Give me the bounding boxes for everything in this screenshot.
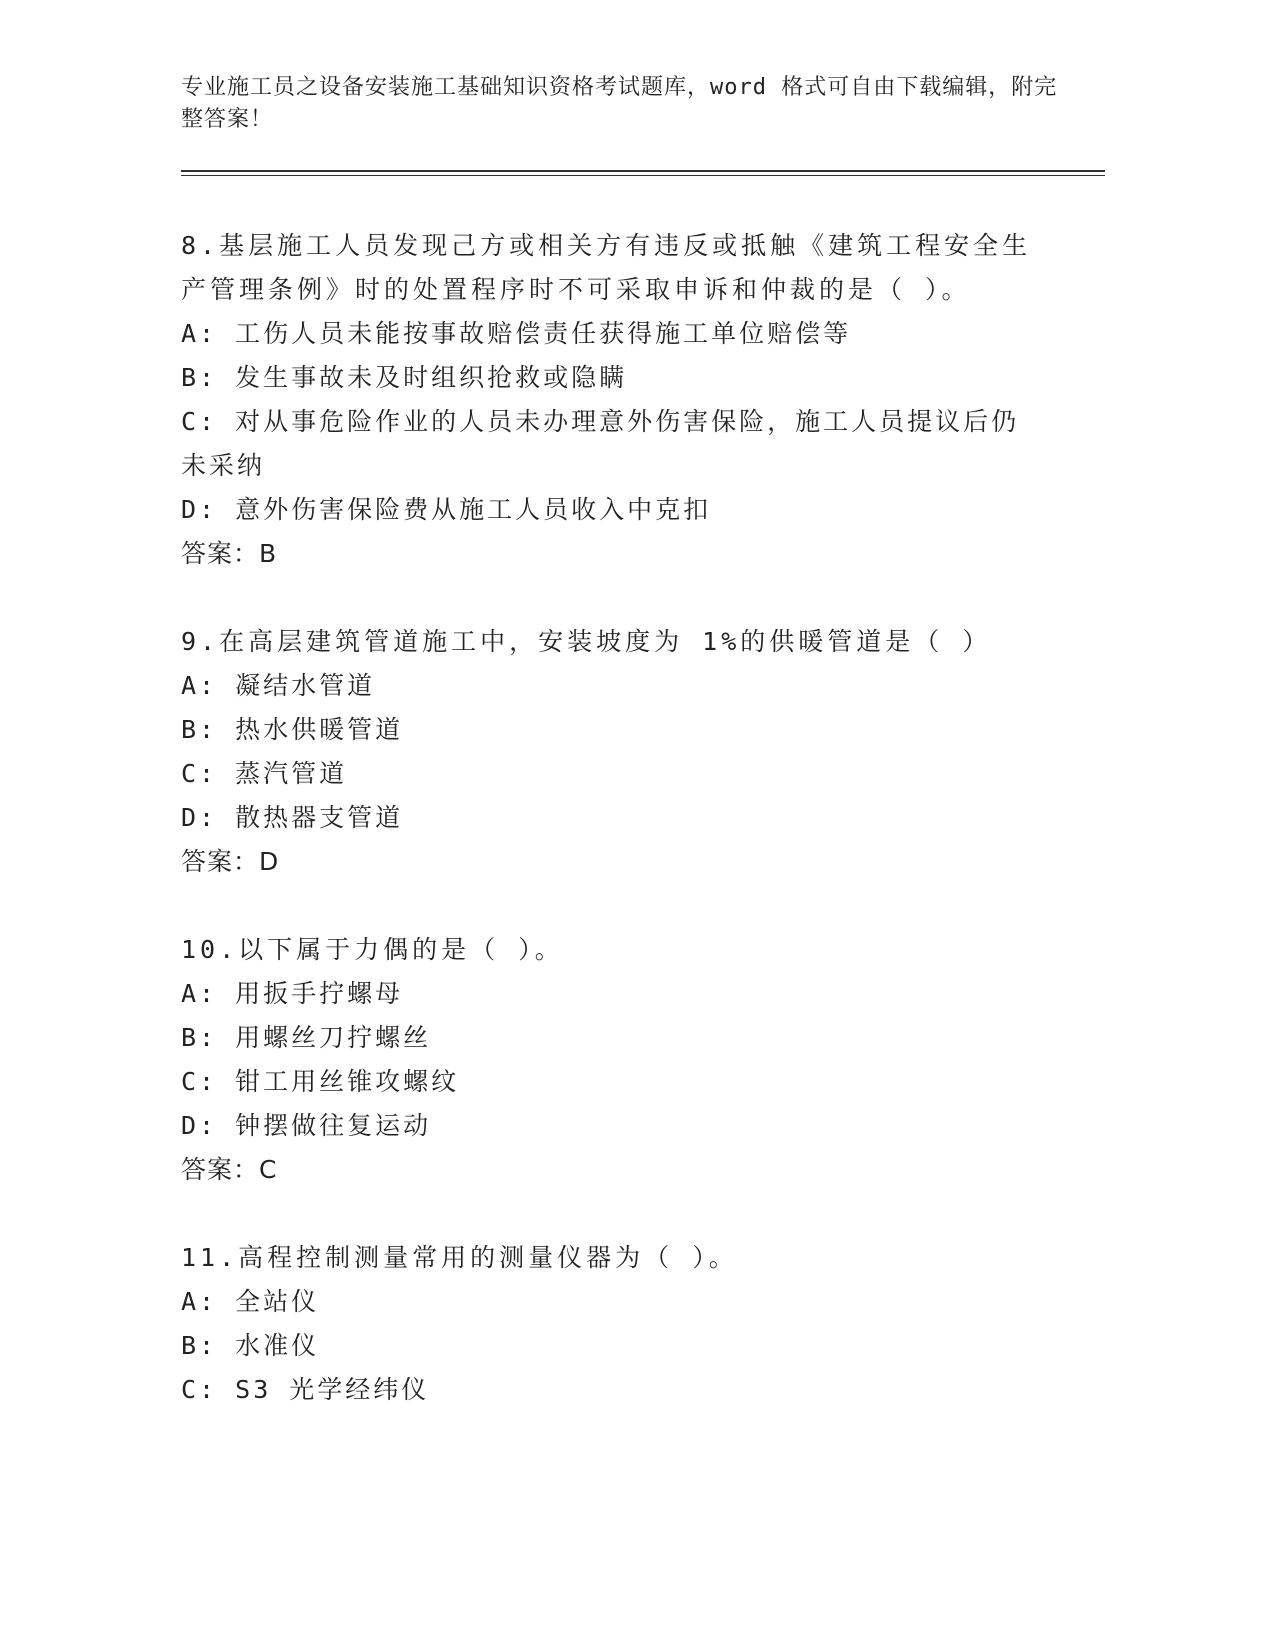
answer-label: 答案：B — [181, 539, 278, 568]
header-divider-thick — [181, 170, 1105, 172]
option-a: A: 用扳手拧螺母 — [181, 979, 404, 1008]
question-list — [181, 224, 1041, 1456]
question-10 — [181, 928, 1041, 1192]
question-stem: 11.高程控制测量常用的测量仪器为（ ）。 — [181, 1243, 738, 1272]
option-a: A: 全站仪 — [181, 1287, 320, 1316]
option-a: A: 凝结水管道 — [181, 671, 376, 700]
answer-label: 答案：D — [181, 847, 280, 876]
option-d: D: 钟摆做往复运动 — [181, 1111, 432, 1140]
answer-label: 答案：C — [181, 1155, 278, 1184]
question-stem: 10.以下属于力偶的是（ ）。 — [181, 935, 564, 964]
question-stem: 9.在高层建筑管道施工中，安装坡度为 1%的供暖管道是（ ） — [181, 627, 992, 656]
option-d: D: 意外伤害保险费从施工人员收入中克扣 — [181, 495, 712, 524]
option-c: C: 钳工用丝锥攻螺纹 — [181, 1067, 460, 1096]
question-9 — [181, 620, 1041, 884]
option-b: B: 热水供暖管道 — [181, 715, 404, 744]
option-b: B: 水准仪 — [181, 1331, 320, 1360]
option-d: D: 散热器支管道 — [181, 803, 404, 832]
document-header: 专业施工员之设备安装施工基础知识资格考试题库，word 格式可自由下载编辑，附完整答案！ — [181, 75, 1058, 132]
option-c: C: 对从事危险作业的人员未办理意外伤害保险，施工人员提议后仍未采纳 — [181, 407, 1020, 480]
question-stem: 8.基层施工人员发现己方或相关方有违反或抵触《建筑工程安全生产管理条例》时的处置程序时不可采取申诉和仲裁的是（ ）。 — [181, 231, 1032, 304]
option-b: B: 用螺丝刀拧螺丝 — [181, 1023, 432, 1052]
question-8 — [181, 224, 1041, 576]
header-divider-thin — [181, 175, 1105, 176]
option-c: C: S3 光学经纬仪 — [181, 1375, 430, 1404]
option-b: B: 发生事故未及时组织抢救或隐瞒 — [181, 363, 628, 392]
question-11 — [181, 1236, 1041, 1412]
option-c: C: 蒸汽管道 — [181, 759, 348, 788]
option-a: A: 工伤人员未能按事故赔偿责任获得施工单位赔偿等 — [181, 319, 852, 348]
